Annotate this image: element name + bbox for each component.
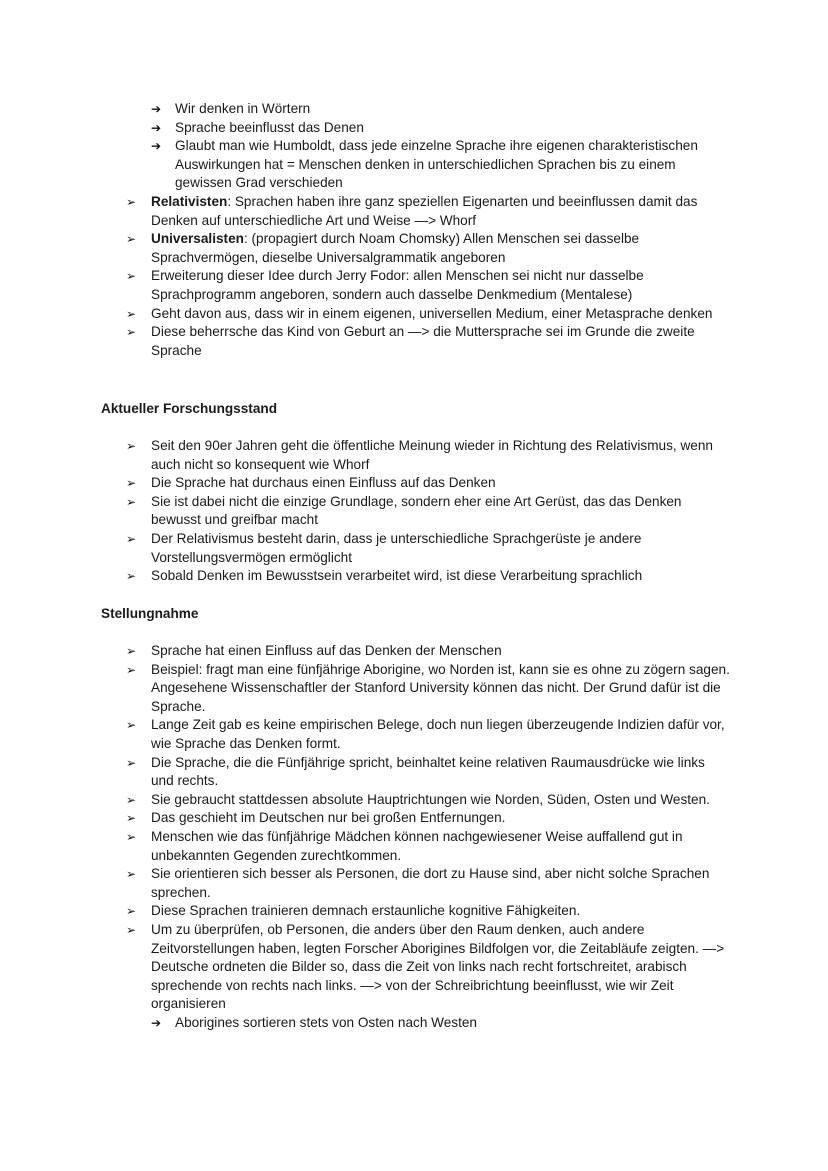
arrowhead-bullet-icon: ➢	[126, 829, 137, 844]
list-item: ➢ Diese Sprachen trainieren demnach erstaunliche kognitive Fähigkeiten.	[0, 902, 731, 921]
arrowhead-bullet-icon: ➢	[126, 569, 137, 584]
arrowhead-bullet-icon: ➢	[126, 662, 137, 677]
section-research	[0, 437, 828, 586]
arrowhead-bullet-icon: ➢	[126, 792, 137, 807]
list-item: ➢ Sie orientieren sich besser als Personen, die dort zu Hause sind, aber nicht solche Sprachen sprechen.	[126, 866, 710, 900]
list-item: ➢ Sie gebraucht stattdessen absolute Hauptrichtungen wie Norden, Süden, Osten und Westen.	[0, 791, 731, 810]
list-item: ➢ Das geschieht im Deutschen nur bei großen Entfernungen.	[0, 809, 731, 828]
list-item: ➢ Erweiterung dieser Idee durch Jerry Fodor: allen Menschen sei nicht nur dasselbe Sprachprogramm angeboren, sondern auch dasselbe Denkmedium (Mentalese)	[126, 268, 644, 302]
bold-arrow-bullet-icon: ➔	[151, 139, 162, 154]
list-item: ➢ Lange Zeit gab es keine empirischen Belege, doch nun liegen überzeugende Indizien dafür vor, wie Sprache das Denken formt.	[126, 717, 725, 751]
list-item: ➢ Universalisten: (propagiert durch Noam Chomsky) Allen Menschen sei dasselbe Sprachvermögen, dieselbe Universalgrammatik angeboren	[126, 231, 640, 265]
section-opinion	[0, 642, 828, 1032]
arrowhead-bullet-icon: ➢	[126, 439, 137, 453]
arrowhead-bullet-icon: ➢	[126, 644, 137, 658]
section-heading-opinion: Stellungnahme	[101, 606, 199, 621]
arrowhead-bullet-icon: ➢	[126, 811, 137, 826]
arrowhead-bullet-icon: ➢	[126, 755, 137, 770]
arrowhead-bullet-icon: ➢	[126, 476, 137, 491]
list-item: ➔ Sprache beeinflusst das Denen	[0, 119, 731, 138]
arrowhead-bullet-icon: ➢	[126, 325, 137, 340]
list-item: ➢ Der Relativismus besteht darin, dass je unterschiedliche Sprachgerüste je andere Vorstellungsvermögen ermöglicht	[126, 530, 642, 565]
arrowhead-bullet-icon: ➢	[126, 867, 137, 882]
list-item: ➢ Sprache hat einen Einfluss auf das Denken der Menschen	[0, 642, 731, 661]
list-item: ➔ Glaubt man wie Humboldt, dass jede einzelne Sprache ihre eigenen charakteristischen Auswirkungen hat = Menschen denken in unterschiedlichen Sprachen bis zu einem gewissen Grad verschieden	[151, 138, 698, 191]
arrowhead-bullet-icon: ➢	[126, 922, 137, 937]
list-item: ➢ Um zu überprüfen, ob Personen, die anders über den Raum denken, auch andere Zeitvorstellungen haben, legten Forscher Aborigines Bildfolgen vor, die Zeitabläufe zeigten. —> Deutsche ordneten die Bilder so, dass die Zeit von links nach recht fortschreitet, arabisch sprechende von rechts nach links. —> von der Schreibrichtung beeinflusst, wie wir Zeit organisieren	[126, 921, 725, 1012]
list-item: ➢ Sobald Denken im Bewusstsein verarbeitet wird, ist diese Verarbeitung sprachlich	[0, 567, 731, 586]
bold-arrow-bullet-icon: ➔	[151, 1015, 162, 1030]
bold-arrow-bullet-icon: ➔	[151, 102, 162, 116]
list-item: ➢ Seit den 90er Jahren geht die öffentliche Meinung wieder in Richtung des Relativismus, wenn auch nicht so konsequent wie Whorf	[126, 438, 713, 472]
list-item: ➢ Geht davon aus, dass wir in einem eigenen, universellen Medium, einer Metasprache denken	[0, 305, 731, 324]
list-item: ➢ Die Sprache hat durchaus einen Einfluss auf das Denken	[0, 474, 731, 493]
arrowhead-bullet-icon: ➢	[126, 232, 137, 247]
arrowhead-bullet-icon: ➢	[126, 494, 137, 509]
section-heading-research: Aktueller Forschungsstand	[101, 401, 277, 416]
list-item: ➢ Beispiel: fragt man eine fünfjährige Aborigine, wo Norden ist, kann sie es ohne zu zögern sagen. Angesehene Wissenschaftler der Stanford University können das nicht. Der Grund dafür ist die Sprache.	[126, 661, 730, 714]
list-item: ➢ Sie ist dabei nicht die einzige Grundlage, sondern eher eine Art Gerüst, das das Denken bewusst und greifbar macht	[126, 493, 682, 528]
arrowhead-bullet-icon: ➢	[126, 718, 137, 733]
list-item: ➔ Aborigines sortieren stets von Osten nach Westen	[0, 1014, 731, 1033]
arrowhead-bullet-icon: ➢	[126, 306, 137, 321]
term-universalisten: Universalisten	[151, 231, 244, 247]
list-item: ➔ Wir denken in Wörtern	[0, 100, 731, 119]
section-theories	[0, 100, 828, 360]
list-item: ➢ Die Sprache, die die Fünfjährige spricht, beinhaltet keine relativen Raumausdrücke wie links und rechts.	[126, 754, 705, 789]
list-item: ➢ Diese beherrsche das Kind von Geburt an —> die Muttersprache sei im Grunde die zweite Sprache	[126, 324, 695, 358]
arrowhead-bullet-icon: ➢	[126, 194, 137, 209]
list-item: ➢ Relativisten: Sprachen haben ihre ganz speziellen Eigenarten und beeinflussen damit das Denken auf unterschiedliche Art und Weise —> Whorf	[126, 193, 698, 228]
arrowhead-bullet-icon: ➢	[126, 531, 137, 546]
list-item: ➢ Menschen wie das fünfjährige Mädchen können nachgewiesener Weise auffallend gut in unbekannten Gegenden zurechtkommen.	[126, 828, 683, 863]
bold-arrow-bullet-icon: ➔	[151, 120, 162, 135]
term-relativisten: Relativisten	[151, 193, 228, 209]
arrowhead-bullet-icon: ➢	[126, 904, 137, 919]
arrowhead-bullet-icon: ➢	[126, 269, 137, 284]
